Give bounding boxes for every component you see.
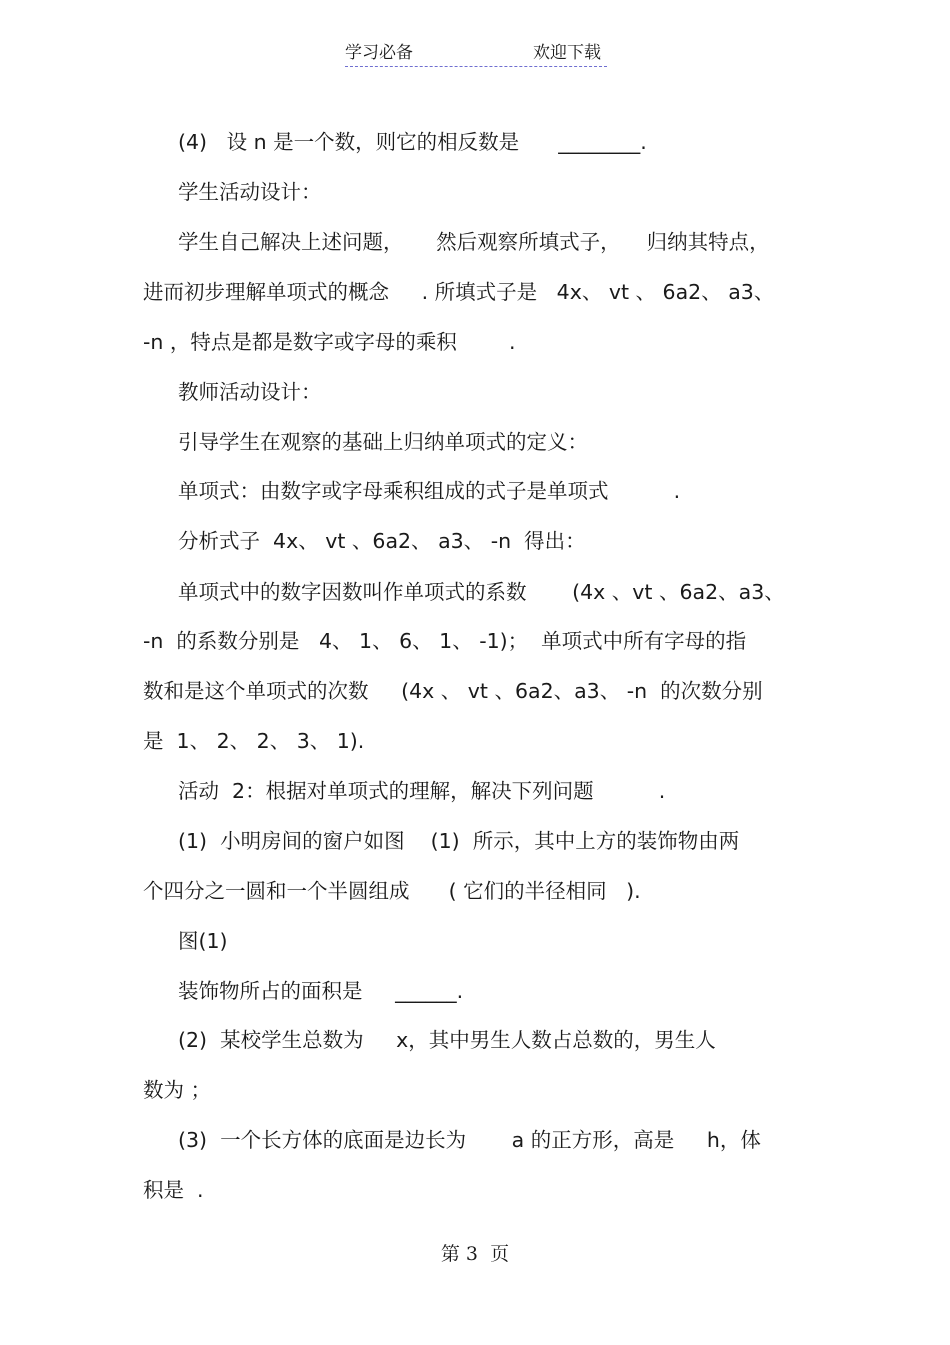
text-line: (4) 设 n 是一个数，则它的相反数是 ________. [178,130,647,154]
text-line: 引导学生在观察的基础上归纳单项式的定义： [178,430,588,454]
page-number: 第 3 页 [440,1243,510,1265]
text-line: 单项式中的数字因数叫作单项式的系数 (4x 、vt 、6a2、a3、 [178,580,785,604]
text-line: 教师活动设计： [178,380,322,404]
text-line: 分析式子 4x、 vt 、6a2、 a3、 -n 得出： [178,529,586,553]
text-line: 是 1、 2、 2、 3、 1). [143,729,365,753]
text-line: (3) 一个长方体的底面是边长为 a 的正方形，高是 h，体 [178,1128,761,1152]
figure-caption: 图(1) [178,929,228,953]
text-line: (2) 某校学生总数为 x，其中男生人数占总数的，男生人 [178,1028,716,1052]
text-line: 数和是这个单项式的次数 (4x 、 vt 、6a2、a3、 -n 的次数分别 [143,679,763,703]
text-line: -n ，特点是都是数字或字母的乘积 . [143,330,516,354]
header-left-text: 学习必备 [345,43,413,63]
text-line: 活动 2：根据对单项式的理解，解决下列问题 . [178,779,666,803]
text-line: 学生活动设计： [178,180,322,204]
text-line: 单项式：由数字或字母乘积组成的式子是单项式 . [178,479,681,503]
header-right-text: 欢迎下载 [533,43,601,63]
text-line: 装饰物所占的面积是 ______. [178,979,464,1003]
text-line: -n 的系数分别是 4、 1、 6、 1、 -1)； 单项式中所有字母的指 [143,629,747,653]
text-line: 积是 . [143,1178,204,1202]
text-line: 个四分之一圆和一个半圆组成 ( 它们的半径相同 ). [143,879,641,903]
page-header [345,40,607,67]
text-line: 进而初步理解单项式的概念 . 所填式子是 4x、 vt 、 6a2、 a3、 [143,280,775,304]
text-line: (1) 小明房间的窗户如图 (1) 所示，其中上方的装饰物由两 [178,829,740,853]
text-line: 数为 ； [143,1078,212,1102]
text-line: 学生自己解决上述问题， 然后观察所填式子， 归纳其特点， [178,230,770,254]
